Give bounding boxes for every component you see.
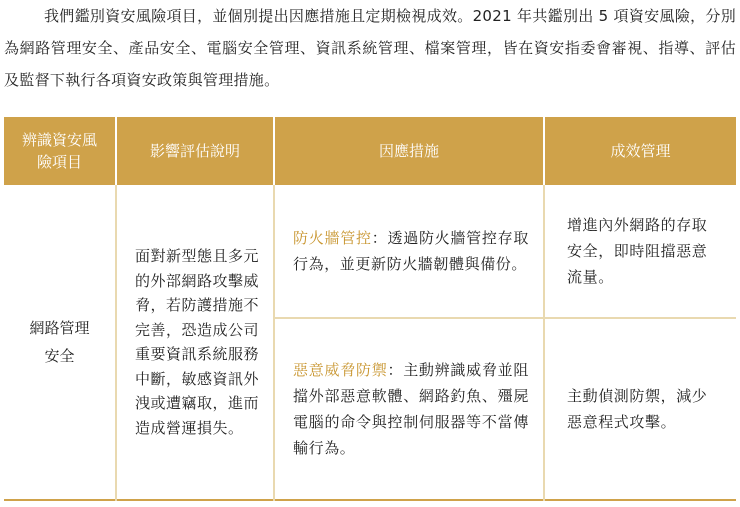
table-row bbox=[4, 185, 736, 318]
header-category bbox=[4, 117, 116, 185]
risk-table bbox=[4, 117, 736, 501]
risk-category-label: 網路管理安全 bbox=[29, 319, 90, 365]
measure-firewall bbox=[274, 185, 544, 318]
intro-paragraph: 我們鑑別資安風險項目，並個別提出因應措施且定期檢視成效。2021 年共鑑別出 5 項資安風險，分別為網路管理安全、產品安全、電腦安全管理、資訊系統管理、檔案管理，皆在資安指委會審視、指導、評估及監督下執行各項資安政策與管理措施。 bbox=[4, 7, 736, 89]
measure-firewall-title: 防火牆管控 bbox=[293, 229, 372, 247]
table-header-row bbox=[4, 117, 736, 185]
measure-firewall-text: ：透過防火牆管控存取行為，並更新防火牆韌體與備份。 bbox=[293, 229, 529, 273]
outcome-threat-defense: 主動偵測防禦，減少惡意程式攻擊。 bbox=[544, 318, 736, 500]
impact-description: 面對新型態且多元的外部網路攻擊威脅，若防護措施不完善，恐造成公司重要資訊系統服務中斷，敏感資訊外洩或遭竊取，進而造成營運損失。 bbox=[116, 185, 274, 500]
outcome-firewall: 增進內外網路的存取安全，即時阻擋惡意流量。 bbox=[544, 185, 736, 318]
measure-threat-defense bbox=[274, 318, 544, 500]
header-outcome: 成效管理 bbox=[544, 117, 736, 185]
measure-threat-defense-title: 惡意威脅防禦 bbox=[293, 361, 388, 379]
header-category-label: 辨識資安風險項目 bbox=[21, 131, 97, 171]
header-impact: 影響評估說明 bbox=[116, 117, 274, 185]
measure-threat-defense-text: ：主動辨識威脅並阻擋外部惡意軟體、網路釣魚、殭屍電腦的命令與控制伺服器等不當傳輸行為。 bbox=[293, 361, 529, 457]
risk-category-cell bbox=[4, 185, 116, 500]
header-measures: 因應措施 bbox=[274, 117, 544, 185]
